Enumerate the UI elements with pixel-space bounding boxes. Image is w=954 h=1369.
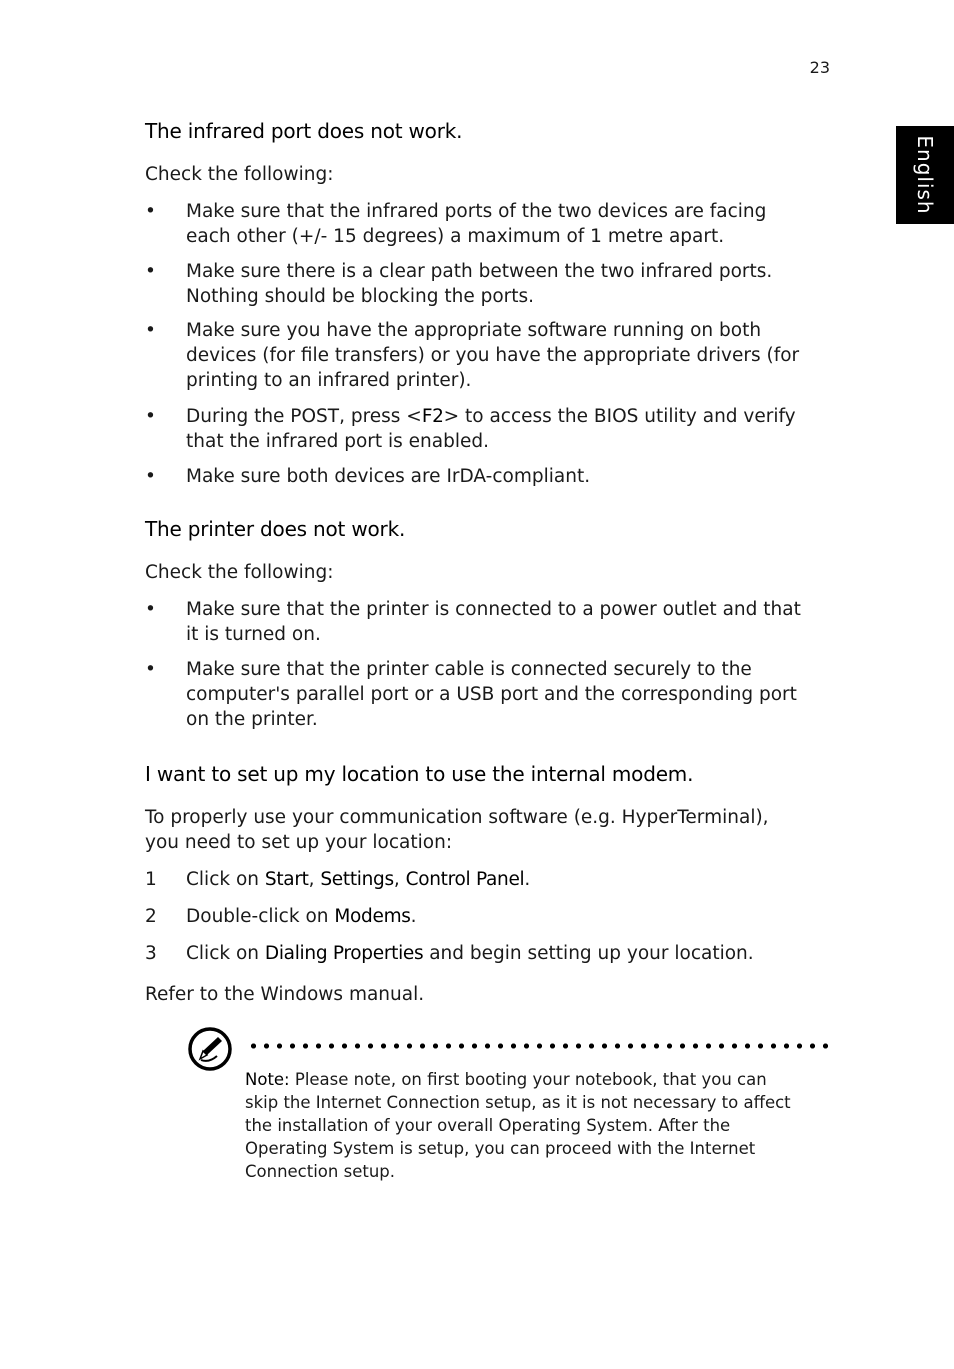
section-outro-modem: Refer to the Windows manual. <box>145 984 425 1005</box>
bullet: • <box>145 320 156 341</box>
note-pen-icon <box>187 1026 233 1072</box>
language-tab-label: English <box>913 135 937 215</box>
bullet: • <box>145 406 156 427</box>
bullet: • <box>145 466 156 487</box>
list-item <box>145 259 835 309</box>
item-text: Make sure that the infrared ports of the two devices are facing <box>186 201 767 222</box>
item-text: it is turned on. <box>186 624 321 645</box>
bullet: • <box>145 261 156 282</box>
item-text: Make sure both devices are IrDA-compliant. <box>186 466 591 487</box>
item-text: Make sure that the printer cable is connected securely to the <box>186 659 752 680</box>
item-text: Make sure there is a clear path between the two infrared ports. <box>186 261 773 282</box>
note-text: Note: Please note, on first booting your notebook, that you can skip the Internet Connection setup, as it is not necessary to affect the installation of your overall Operating System. After the Operating System is setup, you can proceed with the Internet Connection setup. <box>245 1070 791 1181</box>
step-item: 3 Click on Dialing Properties and begin setting up your location. <box>145 943 754 964</box>
step-item: 1 Click on Start, Settings, Control Panel. <box>145 869 531 890</box>
item-text: devices (for file transfers) or you have the appropriate drivers (for <box>186 345 800 366</box>
ui-control-panel: Control Panel <box>405 869 525 890</box>
list-item <box>145 318 835 393</box>
item-text: that the infrared port is enabled. <box>186 431 490 452</box>
bullet: • <box>145 659 156 680</box>
section-intro-infrared: Check the following: <box>145 164 334 185</box>
item-text: printing to an infrared printer). <box>186 370 472 391</box>
item-text: on the printer. <box>186 709 318 730</box>
ui-modems: Modems <box>334 906 411 927</box>
item-text: Make sure that the printer is connected to a power outlet and that <box>186 599 801 620</box>
item-text: Make sure you have the appropriate software running on both <box>186 320 762 341</box>
ui-settings: Settings <box>320 869 394 890</box>
section-intro-modem: To properly use your communication software (e.g. HyperTerminal), you need to set up your location: <box>145 807 769 853</box>
section-heading-printer: The printer does not work. <box>145 517 406 541</box>
step-number: 2 <box>145 906 157 927</box>
list-item <box>145 199 835 249</box>
note-label: Note: <box>245 1070 290 1089</box>
note-divider <box>247 1043 829 1049</box>
bullet: • <box>145 599 156 620</box>
page-number: 23 <box>809 58 830 77</box>
section-heading-modem: I want to set up my location to use the internal modem. <box>145 762 694 786</box>
language-tab <box>896 126 954 224</box>
list-item <box>145 657 835 732</box>
step-item: 2 Double-click on Modems. <box>145 906 417 927</box>
list-item <box>145 404 835 454</box>
item-text: Nothing should be blocking the ports. <box>186 286 535 307</box>
section-heading-infrared: The infrared port does not work. <box>145 119 463 143</box>
step-number: 1 <box>145 869 157 890</box>
list-item <box>145 597 835 647</box>
step-number: 3 <box>145 943 157 964</box>
section-intro-printer: Check the following: <box>145 562 334 583</box>
item-text: each other (+/- 15 degrees) a maximum of 1 metre apart. <box>186 226 725 247</box>
ui-start: Start <box>264 869 309 890</box>
bullet: • <box>145 201 156 222</box>
ui-dialing-properties: Dialing Properties <box>264 943 424 964</box>
key-f2: F2 <box>421 406 444 427</box>
item-text: computer's parallel port or a USB port and the corresponding port <box>186 684 797 705</box>
list-item <box>145 464 835 489</box>
item-text: During the POST, press < <box>186 406 422 427</box>
item-text: > to access the BIOS utility and verify <box>443 406 796 427</box>
